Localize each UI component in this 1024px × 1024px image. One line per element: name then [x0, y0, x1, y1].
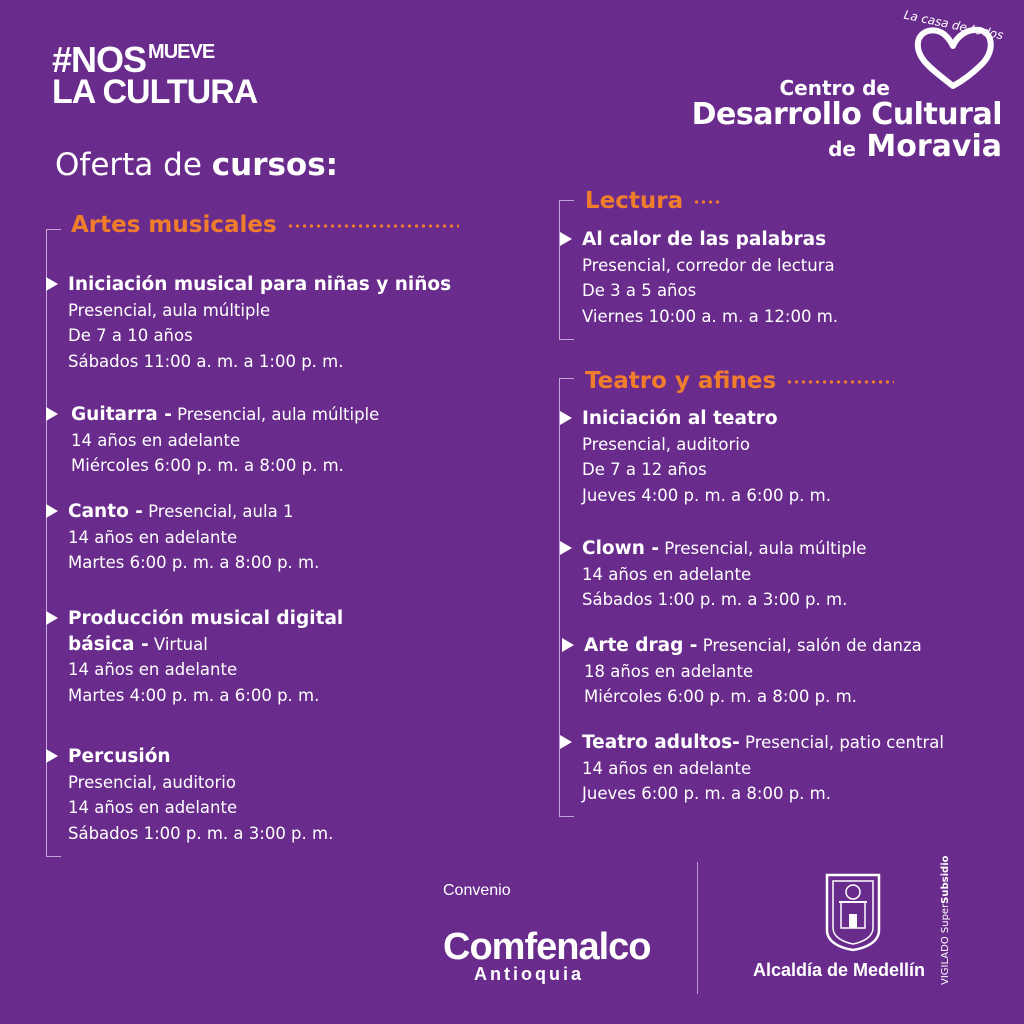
page-title: Oferta de cursos: [55, 147, 339, 183]
triangle-bullet-icon [560, 411, 572, 425]
dots-divider [786, 380, 894, 384]
course-item: Guitarra - Presencial, aula múltiple 14 años en adelante Miércoles 6:00 p. m. a 8:00 p. m. [71, 402, 379, 479]
triangle-bullet-icon [46, 407, 58, 421]
triangle-bullet-icon [46, 749, 58, 763]
course-item: Teatro adultos- Presencial, patio central 14 años en adelante Jueves 6:00 p. m. a 8:00 p. m. [582, 730, 944, 807]
nos-mueve-la-cultura-logo: #NOS $^{MUEVE}$ LA CULTURA [52, 39, 258, 111]
triangle-bullet-icon [560, 541, 572, 555]
centro-line1: Centro de [779, 76, 890, 100]
course-item: Arte drag - Presencial, salón de danza 18 años en adelante Miércoles 6:00 p. m. a 8:00 p. m. [584, 633, 922, 710]
vigilado-supersubsidio-label: VIGILADO SuperSubsidio [940, 855, 951, 985]
triangle-bullet-icon [560, 232, 572, 246]
dots-divider [693, 200, 723, 204]
course-item: Producción musical digital básica - Virtual 14 años en adelante Martes 4:00 p. m. a 6:00 p. m. [68, 606, 343, 708]
section-title-artes: Artes musicales [71, 212, 459, 238]
alcaldia-medellin-label: Alcaldía de Medellín [753, 960, 926, 980]
section-title-teatro: Teatro y afines [585, 368, 894, 394]
centro-desarrollo-cultural-logo [692, 78, 1002, 162]
medellin-shield-icon [824, 872, 882, 952]
centro-line2: Desarrollo Cultural [691, 97, 1002, 132]
course-item: Canto - Presencial, aula 1 14 años en adelante Martes 6:00 p. m. a 8:00 p. m. [68, 499, 319, 576]
lectura-bracket [559, 200, 574, 340]
triangle-bullet-icon [560, 735, 572, 749]
course-item: Clown - Presencial, aula múltiple 14 años en adelante Sábados 1:00 p. m. a 3:00 p. m. [582, 536, 866, 613]
course-item: Al calor de las palabras Presencial, corredor de lectura De 3 a 5 años Viernes 10:00 a. m. a 12:00 m. [582, 227, 838, 329]
triangle-bullet-icon [562, 638, 574, 652]
teatro-bracket [559, 378, 574, 817]
comfenalco-logo: Comfenalco [443, 926, 651, 968]
triangle-bullet-icon [46, 611, 58, 625]
course-item: Percusión Presencial, auditorio 14 años en adelante Sábados 1:00 p. m. a 3:00 p. m. [68, 744, 333, 846]
comfenalco-antioquia-label: Antioquia [474, 964, 584, 984]
convenio-label: Convenio [443, 882, 511, 899]
centro-line3: de Moravia [828, 129, 1002, 164]
course-item: Iniciación musical para niñas y niños Presencial, aula múltiple De 7 a 10 años Sábados 11:00 a. m. a 1:00 p. m. [68, 272, 451, 374]
footer-divider [697, 862, 698, 994]
triangle-bullet-icon [46, 277, 58, 291]
course-item: Iniciación al teatro Presencial, auditorio De 7 a 12 años Jueves 4:00 p. m. a 6:00 p. m. [582, 406, 831, 508]
triangle-bullet-icon [46, 504, 58, 518]
la-casa-de-todos-tagline: La casa de todos [902, 7, 1005, 43]
dots-divider [287, 224, 459, 228]
section-title-lectura: Lectura [585, 188, 723, 214]
